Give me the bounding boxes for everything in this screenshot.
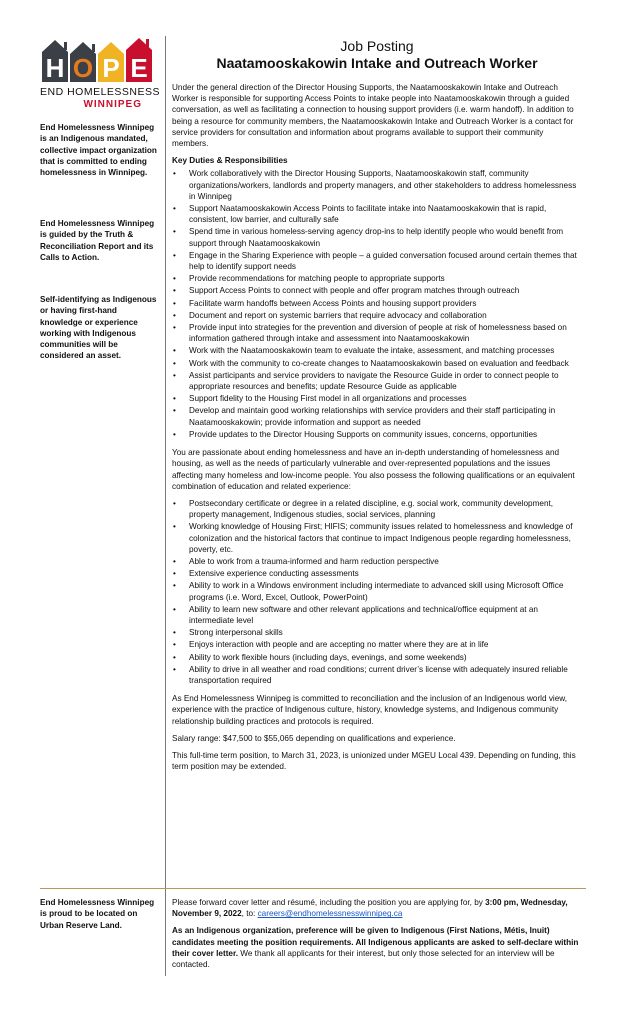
qualification-item: • Able to work from a trauma-informed and harm reduction perspective	[189, 556, 582, 568]
logo-org-name: END HOMELESSNESS	[40, 86, 161, 98]
svg-text:O: O	[72, 53, 94, 83]
sidebar-asset-text: Self-identifying as Indigenous or having first-hand knowledge or experience working with Indigenous communities will be considered an asset.	[40, 295, 157, 361]
qualification-item: • Enjoys interaction with people and are accepting no matter where they are at in life	[189, 639, 582, 651]
duty-item: • Support Access Points to connect with people and offer program matches through outreach	[189, 285, 582, 297]
sidebar-trc-text: End Homelessness Winnipeg is guided by the Truth & Reconciliation Report and its Calls to Action.	[40, 219, 155, 262]
qualification-item: • Extensive experience conducting assessments	[189, 568, 582, 580]
apply-deadline: 3:00 pm, Wednesday, November 9, 2022	[172, 898, 568, 919]
application-section	[172, 897, 582, 976]
preference-paragraph	[172, 925, 582, 970]
duty-item: • Provide updates to the Director Housing Supports on community issues, concerns, opportunities	[189, 429, 582, 441]
duty-item: • Develop and maintain good working relationships with service providers and their staff participating in Naatamooskakowin; provide information and support as needed	[189, 405, 582, 428]
duties-list	[172, 168, 582, 441]
job-title: Naatamooskakowin Intake and Outreach Worker	[216, 55, 538, 71]
duty-item: • Provide recommendations for matching people to appropriate supports	[189, 273, 582, 285]
apply-paragraph	[172, 897, 582, 919]
duty-item: • Provide input into strategies for the prevention and diversion of people at risk of homelessness based on information gathered through intake and assessment into Naatamooskakowin	[189, 322, 582, 345]
apply-text: Please forward cover letter and résumé, including the position you are applying for, by	[172, 898, 486, 907]
qualification-item: • Ability to learn new software and other relevant applications and technical/office equipment at an intermediate level	[189, 604, 582, 627]
duty-item: • Work with the community to co-create changes to Naatamooskakowin based on evaluation and feedback	[189, 358, 582, 370]
salary-paragraph: Salary range: $47,500 to $55,065 depending on qualifications and experience.	[172, 733, 456, 743]
svg-text:P: P	[102, 53, 120, 83]
logo-org-city: WINNIPEG	[83, 99, 142, 110]
duty-item: • Work collaboratively with the Director Housing Supports, Naatamooskakowin staff, community organizations/workers, landlords and property managers, and other stakeholders to address homelessness in Winnipeg	[189, 168, 582, 203]
hope-logo	[40, 36, 158, 84]
duty-item: • Support Naatamooskakowin Access Points to facilitate intake into Naatamooskakowin that is rapid, consistent, low barrier, and culturally safe	[189, 203, 582, 226]
qualification-item: • Ability to work flexible hours (including days, evenings, and some weekends)	[189, 652, 582, 664]
sidebar-logo-block	[40, 36, 161, 110]
qualifications-list	[172, 498, 582, 687]
careers-email-link[interactable]: careers@endhomelessnesswinnipeg.ca	[257, 909, 403, 919]
logo-letter-p-house	[98, 42, 124, 83]
duty-item: • Document and report on systemic barriers that require advocacy and collaboration	[189, 310, 582, 322]
term-paragraph: This full-time term position, to March 31, 2023, is unionized under MGEU Local 439. Depending on funding, this term position may be extended.	[172, 750, 576, 772]
intro-paragraph: Under the general direction of the Director Housing Supports, the Naatamooskakowin Intake and Outreach Worker is responsible for supporting Access Points to intake people into Naatamooskakowin through a guided conversation, as well as facilitating a connection to housing support providers (i.e. warm handoff). In addition to being a resource for community members, the Naatamooskakowin Intake and Outreach Worker is a contact for service providers for consultation and information about programs available to support their community members.	[172, 83, 574, 149]
apply-text-to: , to:	[241, 909, 258, 919]
svg-text:E: E	[130, 53, 148, 83]
sidebar-mission-text: End Homelessness Winnipeg is an Indigenous mandated, collective impact organization that is committed to ending homelessness in Winnipeg.	[40, 123, 157, 178]
qualification-item: • Postsecondary certificate or degree in a related discipline, e.g. social work, community development, property management, Indigenous studies, social services, planning	[189, 498, 582, 521]
sidebar-urban-reserve-text: End Homelessness Winnipeg is proud to be located on Urban Reserve Land.	[40, 898, 155, 930]
page-title: Job Posting	[340, 38, 414, 54]
logo-letter-h-house	[42, 40, 68, 83]
duty-item: • Support fidelity to the Housing First model in all organizations and processes	[189, 393, 582, 405]
horizontal-divider	[40, 888, 586, 889]
duty-item: • Spend time in various homeless-serving agency drop-ins to help identify people who would benefit from support through Naatamooskakowin	[189, 226, 582, 249]
qualification-item: • Strong interpersonal skills	[189, 627, 582, 639]
commitment-paragraph: As End Homelessness Winnipeg is committed to reconciliation and the inclusion of an Indigenous world view, experience with the practice of Indigenous culture, history, knowledge systems, and Indigenous community relationship building practices and protocols is required.	[172, 694, 568, 726]
duty-item: • Assist participants and service providers to navigate the Resource Guide in order to connect people to appropriate resources and benefits; update Resource Guide as applicable	[189, 370, 582, 393]
preference-normal-text: We thank all applicants for their interest, but only those selected for an interview will be contacted.	[172, 948, 555, 970]
qualifications-intro: You are passionate about ending homelessness and have an in-depth understanding of homelessness and housing, as well as the needs of particularly vulnerable and over-represented populations and the issues affecting many homeless and low-income people. You also possess the following qualifications or an equivalent combination of education and related experience:	[172, 448, 575, 491]
logo-letter-e-house	[126, 38, 152, 83]
qualification-item: • Working knowledge of Housing First; HIFIS; community issues related to homelessness and knowledge of colonization and the historical factors that continue to impact Indigenous people regarding homelessness, poverty, etc.	[189, 521, 582, 556]
duty-item: • Facilitate warm handoffs between Access Points and housing support providers	[189, 298, 582, 310]
qualification-item: • Ability to work in a Windows environment including intermediate to advanced skill using Microsoft Office programs (i.e. Word, Excel, Outlook, PowerPoint)	[189, 580, 582, 603]
duty-item: • Work with the Naatamooskakowin team to evaluate the intake, assessment, and matching processes	[189, 345, 582, 357]
qualification-item: • Ability to drive in all weather and road conditions; current driver’s license with adequately insured reliable transportation required	[189, 664, 582, 687]
duty-item: • Engage in the Sharing Experience with people – a guided conversation focused around certain themes that help to identify support needs	[189, 250, 582, 273]
preference-bold-text: As an Indigenous organization, preference will be given to Indigenous (First Nations, Métis, Inuit) candidates meeting the position requirements. All Indigenous applicants are asked to self-declare within their cover letter.	[172, 926, 579, 958]
svg-text:H: H	[45, 53, 65, 83]
vertical-divider	[165, 36, 166, 976]
duties-heading: Key Duties & Responsibilities	[172, 156, 288, 166]
logo-letter-o-house	[70, 42, 96, 83]
job-posting-body	[172, 38, 582, 778]
